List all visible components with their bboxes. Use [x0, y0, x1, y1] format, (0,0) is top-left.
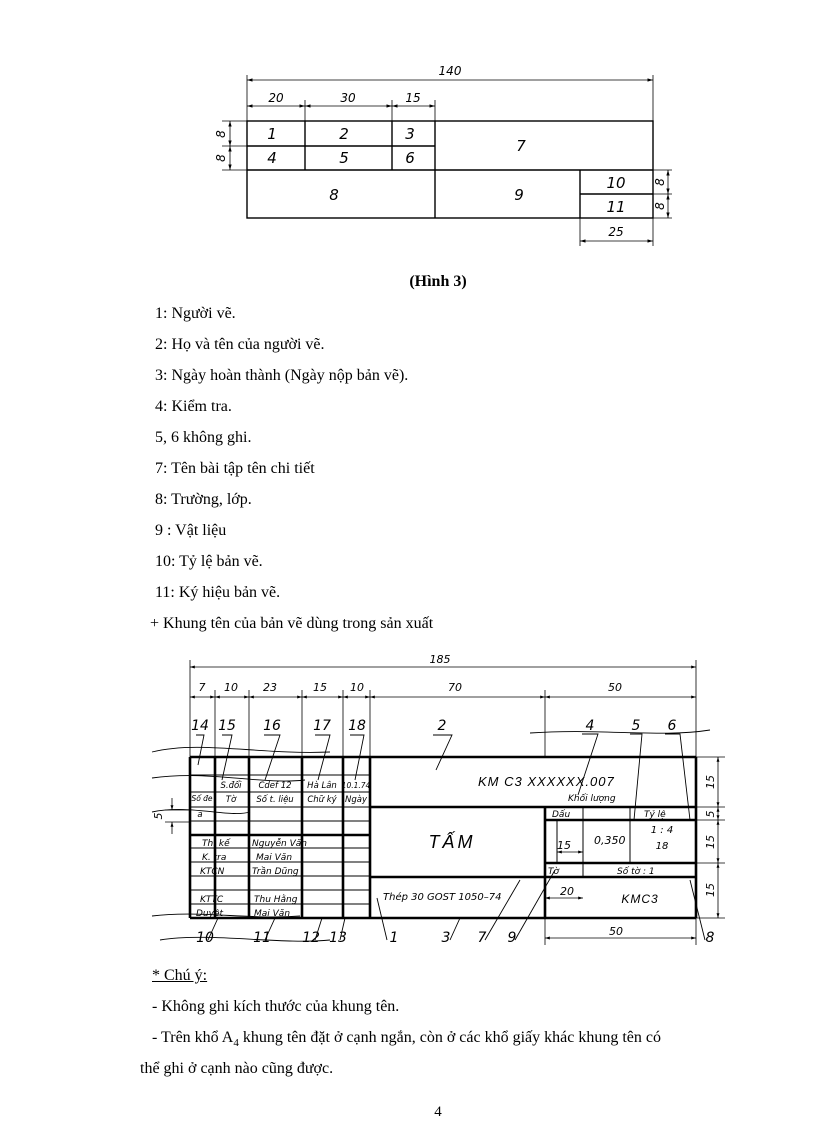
name-tran-dung: Trần Dũng: [252, 867, 299, 877]
figure-caption: (Hình 3): [409, 273, 467, 290]
dim-15-right-b: 15: [704, 835, 717, 849]
callout-18: 18: [348, 718, 366, 734]
role-duyet: Duyệt: [196, 909, 224, 919]
legend-item-2: 2: Họ và tên của người vẽ.: [155, 336, 325, 353]
legend-item-7: 7: Tên bài tập tên chi tiết: [155, 460, 315, 477]
legend-item-4: 4: Kiểm tra.: [155, 398, 232, 415]
name-thu-hang: Thu Hằng: [254, 895, 298, 905]
name-mai-van: Mai Văn: [256, 853, 293, 863]
cell-11: 11: [606, 198, 626, 216]
note-line-1: - Không ghi kích thước của khung tên.: [152, 998, 400, 1015]
dim-10b: 10: [350, 681, 364, 694]
role-kttc: KTTC: [200, 895, 224, 905]
name-mai-van-2: Mai Văn: [254, 909, 291, 919]
callout-4: 4: [585, 718, 595, 734]
callout-6: 6: [667, 718, 677, 734]
cell-2: 2: [339, 125, 349, 143]
khoi-luong-label: Khối lượng: [568, 794, 616, 804]
cell-9: 9: [514, 186, 524, 204]
note-a4-subscript: 4: [233, 1037, 239, 1050]
cell-8: 8: [329, 186, 339, 204]
cell-1: 1: [267, 125, 277, 143]
legend-item-11: 11: Ký hiệu bản vẽ.: [155, 584, 281, 601]
callout-5: 5: [631, 718, 641, 734]
dim-15-right-c: 15: [704, 883, 717, 897]
callout-12: 12: [302, 930, 320, 946]
dim-20: 20: [268, 91, 284, 105]
dim-8-lower: 8: [214, 154, 228, 162]
part-title: TẤM: [428, 832, 476, 852]
cell-7: 7: [516, 137, 526, 155]
sheet-code: KMC3: [621, 892, 659, 906]
dim-10a: 10: [224, 681, 238, 694]
callout-15: 15: [218, 718, 236, 734]
dim-15-top: 15: [313, 681, 327, 694]
role-k-tra: K. tra: [202, 853, 227, 863]
dim-8-right: 8: [653, 178, 667, 186]
callout-1: 1: [389, 930, 399, 946]
title-block-diagram-production: [0, 640, 816, 960]
callout-10: 10: [196, 930, 214, 946]
role-ktcn: KTCN: [200, 867, 225, 877]
cell-cdef: Cdef 12: [258, 781, 292, 791]
cell-chu-ky: Chữ ký: [307, 795, 337, 805]
cell-so-de: Số đe: [191, 794, 213, 803]
note-line-2-start: - Trên khổ A: [152, 1029, 234, 1046]
callout-7: 7: [477, 930, 487, 946]
note-line-2-end: khung tên đặt ở cạnh ngắn, còn ở các khổ giấy khác khung tên có: [238, 1029, 661, 1046]
cell-5: 5: [339, 149, 349, 167]
note-line-2: [152, 1029, 661, 1049]
cell-ngay: Ngày: [345, 795, 367, 805]
dim-70: 70: [448, 681, 462, 694]
dim-50-top: 50: [608, 681, 622, 694]
dim-8-right-lower: 8: [653, 202, 667, 210]
role-th-ke: Th. kế: [202, 839, 230, 849]
note-line-3: thể ghi ở cạnh nào cũng được.: [140, 1060, 334, 1077]
cell-6: 6: [405, 149, 415, 167]
cell-ha-lan: Hà Lân: [307, 781, 337, 791]
cell-to: Tờ: [225, 795, 237, 805]
dim-50-bottom: 50: [609, 925, 623, 938]
drawing-code: KM C3 XXXXXX.007: [478, 774, 615, 789]
cell-s-doi: S.đổi: [220, 781, 242, 791]
scale-value-2: 18: [655, 841, 669, 852]
dim-8-upper: 8: [214, 130, 228, 138]
dim-140: 140: [438, 64, 462, 78]
scale-value: 1 : 4: [650, 825, 674, 836]
dim-23: 23: [263, 681, 277, 694]
dim-20: 20: [560, 885, 574, 898]
dim-15: 15: [405, 91, 421, 105]
so-to-label: Số tờ : 1: [617, 867, 655, 877]
dim-30: 30: [340, 91, 356, 105]
dim-15-inner: 15: [557, 839, 571, 852]
page-number: 4: [434, 1104, 442, 1120]
cell-10: 10: [606, 174, 626, 192]
title-block-diagram-simple: [0, 0, 816, 260]
legend-item-1: 1: Người vẽ.: [155, 305, 236, 322]
dim-185: 185: [429, 653, 451, 666]
mass-value: 0,350: [594, 834, 626, 847]
callout-13: 13: [329, 930, 347, 946]
cell-3: 3: [405, 125, 415, 143]
material-spec: Thép 30 GOST 1050–74: [383, 892, 502, 903]
callout-3: 3: [441, 930, 451, 946]
dim-15-right-a: 15: [704, 775, 717, 789]
callout-2: 2: [437, 718, 447, 734]
to-label: Tờ: [548, 867, 560, 877]
dim-5-right: 5: [704, 810, 717, 818]
ty-le-label: Tỷ lệ: [644, 810, 666, 820]
dim-5-left: 5: [152, 812, 165, 820]
legend-item-9: 9 : Vật liệu: [155, 522, 227, 539]
dim-7: 7: [198, 681, 206, 694]
legend-production-heading: + Khung tên của bản vẽ dùng trong sản xuất: [150, 615, 434, 632]
callout-11: 11: [253, 930, 271, 946]
legend-item-8: 8: Trường, lớp.: [155, 491, 252, 508]
note-title: * Chú ý:: [152, 967, 208, 984]
callout-16: 16: [263, 718, 281, 734]
cell-4: 4: [267, 149, 277, 167]
dau-label: Dấu: [552, 810, 571, 820]
callout-14: 14: [191, 718, 209, 734]
legend-item-10: 10: Tỷ lệ bản vẽ.: [155, 553, 263, 570]
cell-so-t-lieu: Số t. liệu: [256, 795, 294, 805]
legend-item-3: 3: Ngày hoàn thành (Ngày nộp bản vẽ).: [155, 367, 409, 384]
cell-a: a: [197, 810, 203, 820]
dim-25: 25: [608, 225, 624, 239]
legend-item-5: 5, 6 không ghi.: [155, 429, 252, 446]
cell-date: 10.1.74: [341, 781, 371, 790]
callout-8: 8: [705, 930, 715, 946]
callout-17: 17: [313, 718, 331, 734]
callout-9: 9: [507, 930, 517, 946]
name-nguyen-van: Nguyễn Văn: [252, 839, 307, 849]
